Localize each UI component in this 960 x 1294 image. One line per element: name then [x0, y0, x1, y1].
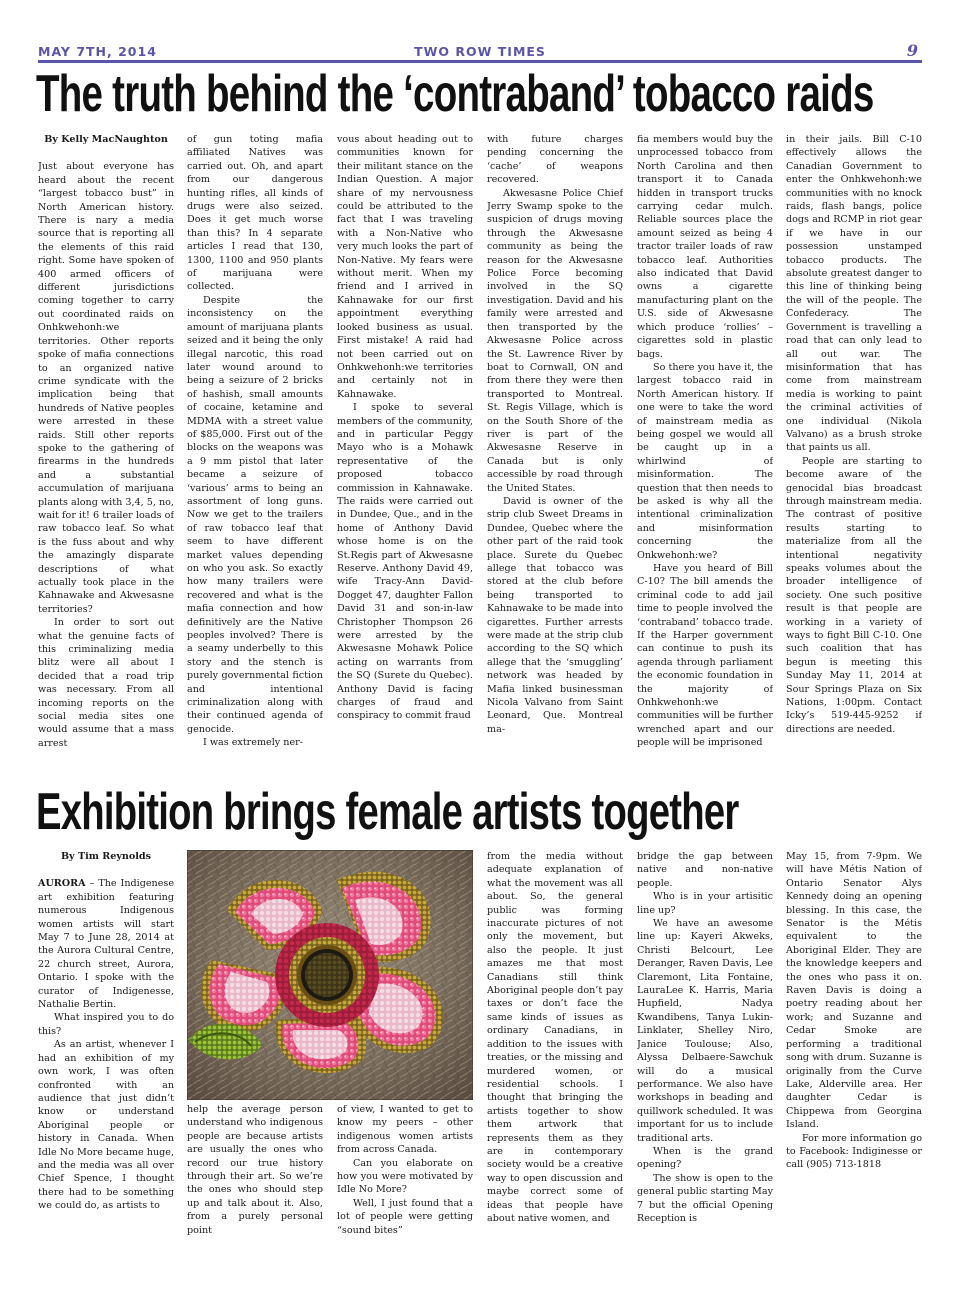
paragraph: Akwesasne Police Chief Jerry Swamp spoke to the suspicion of drugs moving through the Akwesasne community as being the reason for the Akwesasne Police Force becoming involved in the SQ investigation. David and his family were arrested and then transported by the Akwesasne Police across the St. Lawrence River by boat to Cornwall, ON and from there they were then transported to Montreal. St. Regis Village, which is on the South Shore of the river is part of the Akwesasne Reserve in Canada but is only accessible by road through the United States.	[487, 187, 623, 494]
paragraph: People are starting to become aware of the genocidal bias broadcast through mainstream media. The contrast of positive results starting to materialize from all the intentional negativity speaks volumes about the broader intelligence of society. One such positive result is that people are working in a variety of ways to fight Bill C-10. One such coalition that has begun is meeting this Sunday May 11, 2014 at Sour Springs Plaza on Six Nations, 1:00pm. Contact Icky’s 519-445-9252 if directions are needed.	[786, 455, 922, 735]
paragraph: So there you have it, the largest tobacco raid in North American history. If one were to take the word of mainstream media as being gospel we would all be caught up in a whirlwind of misinformation. The question that then needs to be asked is why all the intentional criminalization and misinformation concerning the Onkwehonh:we?	[637, 361, 773, 561]
article-2-column-2	[187, 1103, 323, 1250]
paragraph: I was extremely ner-	[203, 737, 303, 749]
article-1-headline: The truth behind the ‘contraband’ tobacco raids	[36, 65, 874, 123]
paragraph: May 15, from 7-9pm. We will have Métis Nation of Ontario Senator Alys Kennedy doing an opening blessing. In this case, the Senator is the Métis equivalent to the Aboriginal Elder. They are the knowledge keepers and the ones who pass it on. Raven Davis is doing a poetry reading about her work; and Suzanne and Cedar Smoke are performing a traditional song with drum. Suzanne is originally from the Curve Lake, Alderville area. Her daughter Cedar is Chippewa from Georgina Island.	[786, 851, 922, 1131]
paragraph: with future charges pending concerning the ‘cache’ of weapons recovered.	[487, 134, 623, 186]
article-1-column-5	[637, 133, 773, 773]
paragraph: of view, I wanted to get to know my peers – other indigenous women artists from across Canada.	[337, 1104, 473, 1156]
article-2-headline: Exhibition brings female artists together	[36, 783, 739, 841]
article-2-column-3	[337, 1103, 473, 1250]
article-2-column-4	[487, 850, 623, 1250]
paragraph: bridge the gap between native and non-native people.	[637, 851, 773, 889]
paragraph	[38, 877, 174, 1011]
page-number: 9	[906, 41, 918, 60]
dateline: AURORA	[38, 878, 86, 890]
paragraph: In order to sort out what the genuine facts of this criminalizing media blitz were all about I decided that a road trip was necessary. From all incoming reports on the social media sites one would assume that a mass arrest	[38, 617, 174, 749]
paragraph: David is owner of the strip club Sweet Dreams in Dundee, Quebec where the other part of the raid took place. Surete du Quebec allege that tobacco was stored at the club before being transported to Kahnawake to be made into cigarettes. Further arrests were made at the strip club according to the SQ which allege that the ‘smuggling’ network was headed by Mafia linked businessman Nicola Valvano from Saint Leonard, Que. Montreal ma-	[487, 495, 623, 735]
paragraph: Just about everyone has heard about the recent “largest tobacco bust” in North American history. There is nary a media source that is reporting all the elements of this raid right. Some have spoken of 400 armed officers of different jurisdictions coming together to carry out coordinated raids on Onhkwehonh:we territories. Other reports spoke of mafia connections to an organized native crime syndicate with the implication being that hundreds of Native peoples were arrested in these raids. Still other reports spoke to the gathering of firearms in the hundreds and a substantial accumulation of marijuana plants along with 3,4, 5, no, wait for it! 6 trailer loads of raw tobacco leaf. So what is the fuss about and why the amazingly disparate descriptions of what actually took place in the Kahnawake and Akwesasne territories?	[38, 161, 174, 615]
paragraph: Despite the inconsistency on the amount of marijuana plants seized and it being the only illegal narcotic, this road later wound around to being a seizure of 2 bricks of hashish, small amounts of cocaine, ketamine and MDMA with a street value of $85,000. First out of the blocks on the weapons was a 9 mm pistol that later became a seizure of ‘various’ arms to being an assortment of long guns. Now we get to the trailers of raw tobacco leaf that seem to have different market values depending on who you ask. So exactly how many trailers were recovered and what is the mafia connection and how definitively are the Native peoples involved? There is a seamy underbelly to this story and the stench is purely governmental fiction and intentional criminalization along with their continued agenda of genocide.	[187, 294, 323, 735]
question: Who is in your artisitic line up?	[637, 891, 773, 916]
issue-date: MAY 7TH, 2014	[38, 44, 157, 59]
question: Can you elaborate on how you were motivated by Idle No More?	[337, 1157, 473, 1196]
question: What inspired you to do this?	[38, 1012, 174, 1037]
paragraph: in their jails. Bill C-10 effectively allows the Canadian Government to enter the Onhkwehonh:we communities with no knock raids, flash bangs, police dogs and RCMP in riot gear if we have in our possession unstamped tobacco products. The absolute greatest danger to this line of thinking being the will of the people. The Confederacy. The Government is travelling a road that can only lead to all out war. The misinformation that has come from mainstream media is working to paint the criminal activities of one individual (Nikola Valvano) as a brush stroke that paints us all.	[786, 134, 922, 454]
article-1-column-2	[187, 133, 323, 773]
article-2-column-5	[637, 850, 773, 1250]
paragraph: Have you heard of Bill C-10? The bill amends the criminal code to add jail time to people involved the ‘contraband’ tobacco trade. If the Harper government can continue to push its agenda through parliament the economic foundation in the majority of Onhkwehonh:we communities will be further wrenched apart and our people will be imprisoned	[637, 563, 773, 749]
paragraph: I spoke to several members of the community, and in particular Peggy Mayo who is a Mohawk representative of the proposed tobacco commission in Kahnawake. The raids were carried out in Dundee, Que., and in the home of Anthony David whose home is on the St.Regis part of Akwesasne Reserve. Anthony David 49, wife Tracy-Ann David-Dogget 47, daughter Fallon David 31 and son-in-law Christopher Thompson 26 were arrested by the Akwesasne Mohawk Police acting on warrants from the SQ (Surete du Quebec). Anthony David is facing charges of fraud and conspiracy to commit fraud	[337, 402, 473, 722]
paragraph: of gun toting mafia affiliated Natives was carried out. Oh, and apart from our dangerous hunting rifles, all kinds of drugs were also seized. Does it get much worse than this? In 4 separate articles I read that 130, 1300, 1100 and 950 plants of marijuana were collected.	[187, 134, 323, 293]
article-2-column-1	[38, 850, 174, 1250]
article-2-byline: By Tim Reynolds	[60, 851, 152, 862]
article-1-column-4	[487, 133, 623, 773]
beaded-flower-image	[187, 850, 473, 1100]
article-1-column-1	[38, 133, 174, 773]
paragraph: As an artist, whenever I had an exhibition of my own work, I was often confronted with an audience that just didn’t know or understand Aboriginal people or history in Canada. When Idle No More became huge, and the media was all over Chief Spence, I thought there had to be something we could do, as artists to	[38, 1039, 174, 1212]
article-1-column-6	[786, 133, 922, 773]
paragraph: fia members would buy the unprocessed tobacco from North Carolina and then transport it to Canada hidden in transport trucks carrying cedar mulch. Reliable sources place the amount seized as being 4 tractor trailer loads of raw tobacco leaf. Authorities also indicated that David owns a cigarette manufacturing plant on the U.S. side of Akwesasne which produce ‘rollies’ – cigarettes sold in plastic bags.	[637, 134, 773, 360]
header-rule	[38, 60, 922, 63]
paragraph: For more information go to Facebook: Indiginesse or call (905) 713-1818	[786, 1132, 922, 1171]
paragraph: Well, I just found that a lot of people were getting “sound bites”	[337, 1197, 473, 1236]
paragraph: from the media without adequate explanation of what the movement was all about. So, the general public was forming inaccurate pictures of not only the movement, but also the people. It just amazes me that most Canadians still think Aboriginal people don’t pay taxes or don’t face the same kinds of issues as ordinary Canadians, in addition to the issues with treaties, or the missing and murdered women, or residential schools. I thought that bringing the artists together to show them artwork that represents them as they are in contemporary society would be a creative way to open discussion and maybe correct some of ideas that people have about native women, and	[487, 851, 623, 1224]
flower-center	[275, 923, 379, 1027]
paragraph: help the average person understand who indigenous people are because artists are usually the ones who record our true history through their art. So we’re the ones who should step up and talk about it. Also, from a purely personal point	[187, 1104, 323, 1236]
article-1-byline: By Kelly MacNaughton	[44, 134, 168, 145]
paragraph: We have an awesome line up: Kayeri Akweks, Christi Belcourt, Lee Deranger, Raven Davis, Lee Claremont, Lita Fontaine, LauraLee K. Harris, Maria Hupfield, Nadya Kwandibens, Tanya Lukin-Linklater, Shelley Niro, Janice Toulouse; Also, Alyssa Delbaere-Sawchuk will do a musical performance. We also have workshops in beading and quillwork scheduled. It was important for us to include traditional arts.	[637, 918, 773, 1144]
paragraph-text: – The Indigenese art exhibition featuring numerous Indigenous women artists will start May 7 to June 28, 2014 at the Aurora Cultural Centre, 22 church street, Aurora, Ontario. I spoke with the curator of Indigenesse, Nathalie Bertin.	[38, 878, 174, 1011]
article-1-column-3	[337, 133, 473, 773]
question: When is the grand opening?	[637, 1145, 773, 1171]
newspaper-name: TWO ROW TIMES	[414, 44, 546, 59]
paragraph: vous about heading out to communities known for their militant stance on the Indian Question. A major share of my nervousness could be attributed to the fact that I was traveling with a Non-Native who very much looks the part of Non-Native. My fears were without merit. When my friend and I arrived in Kahnawake for our first appointment everything looked business as usual. First mistake! A raid had not been carried out on Onhkwehonh:we territories and certainly not in Kahnawake.	[337, 134, 473, 400]
paragraph: The show is open to the general public starting May 7 but the official Opening Reception is	[637, 1172, 773, 1224]
article-2-column-6	[786, 850, 922, 1250]
beaded-flower-photo	[187, 850, 473, 1100]
